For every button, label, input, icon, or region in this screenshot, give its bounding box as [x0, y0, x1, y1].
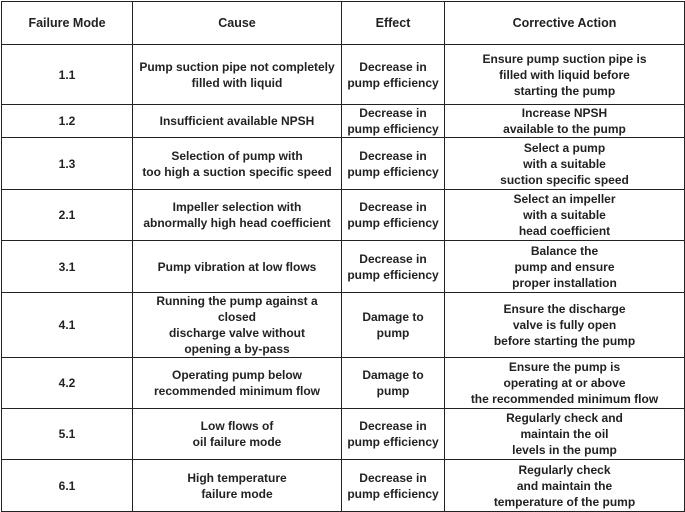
failure-mode-cell: 3.1 [2, 241, 133, 293]
effect-cell: Decrease in pump efficiency [342, 138, 445, 190]
failure-mode-cell: 5.1 [2, 409, 133, 460]
cause-cell: Pump vibration at low flows [133, 241, 342, 293]
effect-cell: Decrease in pump efficiency [342, 105, 445, 138]
table-row [2, 409, 685, 460]
cause-cell: Selection of pump with too high a suction specific speed [133, 138, 342, 190]
table-row [2, 190, 685, 241]
effect-cell: Decrease in pump efficiency [342, 241, 445, 293]
corrective-action-cell: Ensure pump suction pipe is filled with liquid before starting the pump [445, 45, 685, 105]
effect-cell: Damage to pump [342, 293, 445, 358]
effect-cell: Decrease in pump efficiency [342, 190, 445, 241]
cause-cell: High temperature failure mode [133, 460, 342, 512]
failure-mode-cell: 4.1 [2, 293, 133, 358]
corrective-action-cell: Regularly check and maintain the temperature of the pump [445, 460, 685, 512]
corrective-action-cell: Ensure the discharge valve is fully open before starting the pump [445, 293, 685, 358]
header-row [2, 2, 685, 45]
corrective-action-cell: Select a pump with a suitable suction specific speed [445, 138, 685, 190]
failure-mode-table [1, 1, 685, 512]
failure-mode-cell: 6.1 [2, 460, 133, 512]
cause-cell: Pump suction pipe not completely filled with liquid [133, 45, 342, 105]
table-row [2, 138, 685, 190]
header-effect: Effect [342, 2, 445, 45]
header-cause: Cause [133, 2, 342, 45]
table-row [2, 358, 685, 409]
table-row [2, 460, 685, 512]
header-corrective-action: Corrective Action [445, 2, 685, 45]
corrective-action-cell: Balance the pump and ensure proper installation [445, 241, 685, 293]
failure-mode-cell: 1.3 [2, 138, 133, 190]
failure-mode-cell: 4.2 [2, 358, 133, 409]
cause-cell: Running the pump against a closed discharge valve without opening a by-pass [133, 293, 342, 358]
corrective-action-cell: Regularly check and maintain the oil levels in the pump [445, 409, 685, 460]
failure-mode-cell: 1.2 [2, 105, 133, 138]
cause-cell: Low flows of oil failure mode [133, 409, 342, 460]
corrective-action-cell: Select an impeller with a suitable head coefficient [445, 190, 685, 241]
failure-mode-cell: 1.1 [2, 45, 133, 105]
cause-cell: Impeller selection with abnormally high head coefficient [133, 190, 342, 241]
effect-cell: Decrease in pump efficiency [342, 460, 445, 512]
table-row [2, 45, 685, 105]
failure-mode-cell: 2.1 [2, 190, 133, 241]
table-row [2, 293, 685, 358]
effect-cell: Decrease in pump efficiency [342, 409, 445, 460]
effect-cell: Decrease in pump efficiency [342, 45, 445, 105]
header-failure-mode: Failure Mode [2, 2, 133, 45]
cause-cell: Insufficient available NPSH [133, 105, 342, 138]
cause-cell: Operating pump below recommended minimum flow [133, 358, 342, 409]
table-row [2, 241, 685, 293]
effect-cell: Damage to pump [342, 358, 445, 409]
corrective-action-cell: Ensure the pump is operating at or above the recommended minimum flow [445, 358, 685, 409]
table-row [2, 105, 685, 138]
corrective-action-cell: Increase NPSH available to the pump [445, 105, 685, 138]
